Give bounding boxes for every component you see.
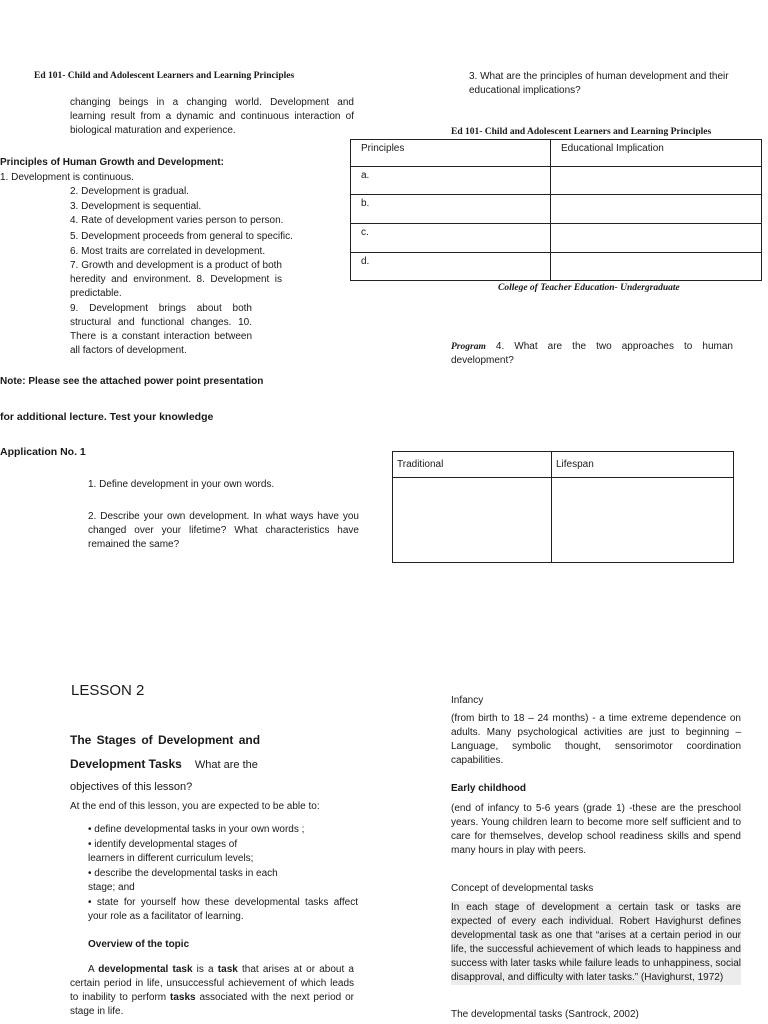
overview-term: tasks: [170, 992, 196, 1003]
application-question-1: 1. Define development in your own words.: [88, 479, 275, 490]
principle-item: 4. Rate of development varies person to person.: [70, 215, 284, 226]
table-cell[interactable]: [393, 478, 552, 563]
lesson-subtitle-part: Development Tasks: [70, 757, 182, 771]
early-childhood-text: (end of infancy to 5-6 years (grade 1) -these are the preschool years. Young children learn to become more self sufficient and to care for themselves, develop school readiness skills and spend many hours in play with peers.: [451, 803, 741, 856]
principle-item: 2. Development is gradual.: [70, 186, 189, 197]
objectives-intro: At the end of this lesson, you are expected to be able to:: [70, 801, 320, 812]
objective-item: • define developmental tasks in your own words ;: [88, 824, 305, 835]
overview-text: A: [88, 964, 99, 975]
overview-text: associated with the next period or stage in life.: [70, 992, 354, 1017]
table-cell[interactable]: [551, 167, 762, 195]
table-cell[interactable]: [552, 478, 734, 563]
application-question-2: 2. Describe your own development. In what ways have you changed over your lifetime? What characteristics have remained the same?: [88, 511, 359, 550]
santrock-heading: The developmental tasks (Santrock, 2002): [451, 1009, 639, 1020]
objectives-list: [88, 823, 358, 924]
objective-item: • state for yourself how these developmental tasks affect your role as a facilitator of learning.: [88, 897, 358, 922]
note-line: Note: Please see the attached power point presentation: [0, 376, 264, 387]
principles-heading: Principles of Human Growth and Development:: [0, 157, 224, 168]
program-label: Program: [451, 342, 486, 352]
objectives-question: What are the: [194, 759, 258, 771]
overview-heading: Overview of the topic: [88, 939, 190, 950]
principle-item: 6. Most traits are correlated in development.: [70, 246, 266, 257]
table-row-label: d.: [351, 253, 551, 281]
overview-term: task: [217, 964, 238, 975]
objective-item: • identify developmental stages of learners in different curriculum levels;: [88, 839, 254, 864]
concept-heading: Concept of developmental tasks: [451, 883, 594, 894]
table-header-principles: Principles: [351, 140, 551, 167]
approach-table: [392, 451, 734, 563]
lesson-subtitle-line2: [70, 756, 258, 773]
college-footer: College of Teacher Education- Undergraduate: [498, 283, 680, 293]
infancy-heading: Infancy: [451, 695, 484, 706]
question-4-text: 4. What are the two approaches to human development?: [451, 341, 733, 366]
table-header-lifespan: Lifespan: [552, 452, 734, 478]
objectives-question-cont: objectives of this lesson?: [70, 781, 193, 793]
question-4: [451, 340, 733, 368]
table-header-traditional: Traditional: [393, 452, 552, 478]
overview-text: is a: [192, 964, 218, 975]
infancy-text: (from birth to 18 – 24 months) - a time extreme dependence on adults. Many psychological activities are just to beginning – Language, symbolic thought, sensorimotor coordination capabilities.: [451, 713, 741, 766]
table-cell[interactable]: [551, 195, 762, 224]
principle-item: 5. Development proceeds from general to specific.: [70, 231, 293, 242]
lesson-title: LESSON 2: [71, 682, 145, 699]
principle-item: 7. Growth and development is a product of both heredity and environment. 8. Development is predictable.: [70, 260, 282, 299]
question-3: 3. What are the principles of human development and their educational implications?: [469, 71, 729, 96]
note-line: for additional lecture. Test your knowledge: [0, 411, 214, 423]
course-header-right: Ed 101- Child and Adolescent Learners and Learning Principles: [451, 127, 712, 137]
concept-text: In each stage of development a certain task or tasks are expected of every each individual. Robert Havighurst defines developmental task as one that “arises at a certain period in our life, the successful achievement of which leads to happiness and success with later tasks while failure leads to unhappiness, social disapproval, and difficulty with later tasks.” (Havighurst, 1972): [451, 902, 741, 983]
lesson-subtitle: The Stages of Development and: [70, 733, 261, 747]
table-header-implication: Educational Implication: [551, 140, 762, 167]
overview-text: that arises at or about a certain period in life, unsuccessful achievement of which leads to inability to perform: [70, 964, 354, 1003]
table-row-label: a.: [351, 167, 551, 195]
table-row-label: b.: [351, 195, 551, 224]
table-cell[interactable]: [551, 253, 762, 281]
early-childhood-heading: Early childhood: [451, 783, 527, 794]
principle-item: 9. Development brings about both structural and functional changes. 10. There is a constant interaction between all factors of development.: [70, 303, 252, 356]
principles-table: [350, 139, 762, 281]
intro-paragraph: changing beings in a changing world. Development and learning result from a dynamic and continuous interaction of biological maturation and experience.: [70, 97, 354, 136]
table-row-label: c.: [351, 224, 551, 253]
overview-paragraph: [70, 963, 354, 1019]
overview-term: developmental task: [98, 964, 193, 975]
principle-item: 3. Development is sequential.: [70, 201, 202, 212]
course-header-left: Ed 101- Child and Adolescent Learners and Learning Principles: [34, 71, 295, 81]
objective-item: • describe the developmental tasks in each stage; and: [88, 868, 278, 893]
principle-item: 1. Development is continuous.: [0, 172, 134, 183]
application-heading: Application No. 1: [0, 446, 86, 458]
table-cell[interactable]: [551, 224, 762, 253]
